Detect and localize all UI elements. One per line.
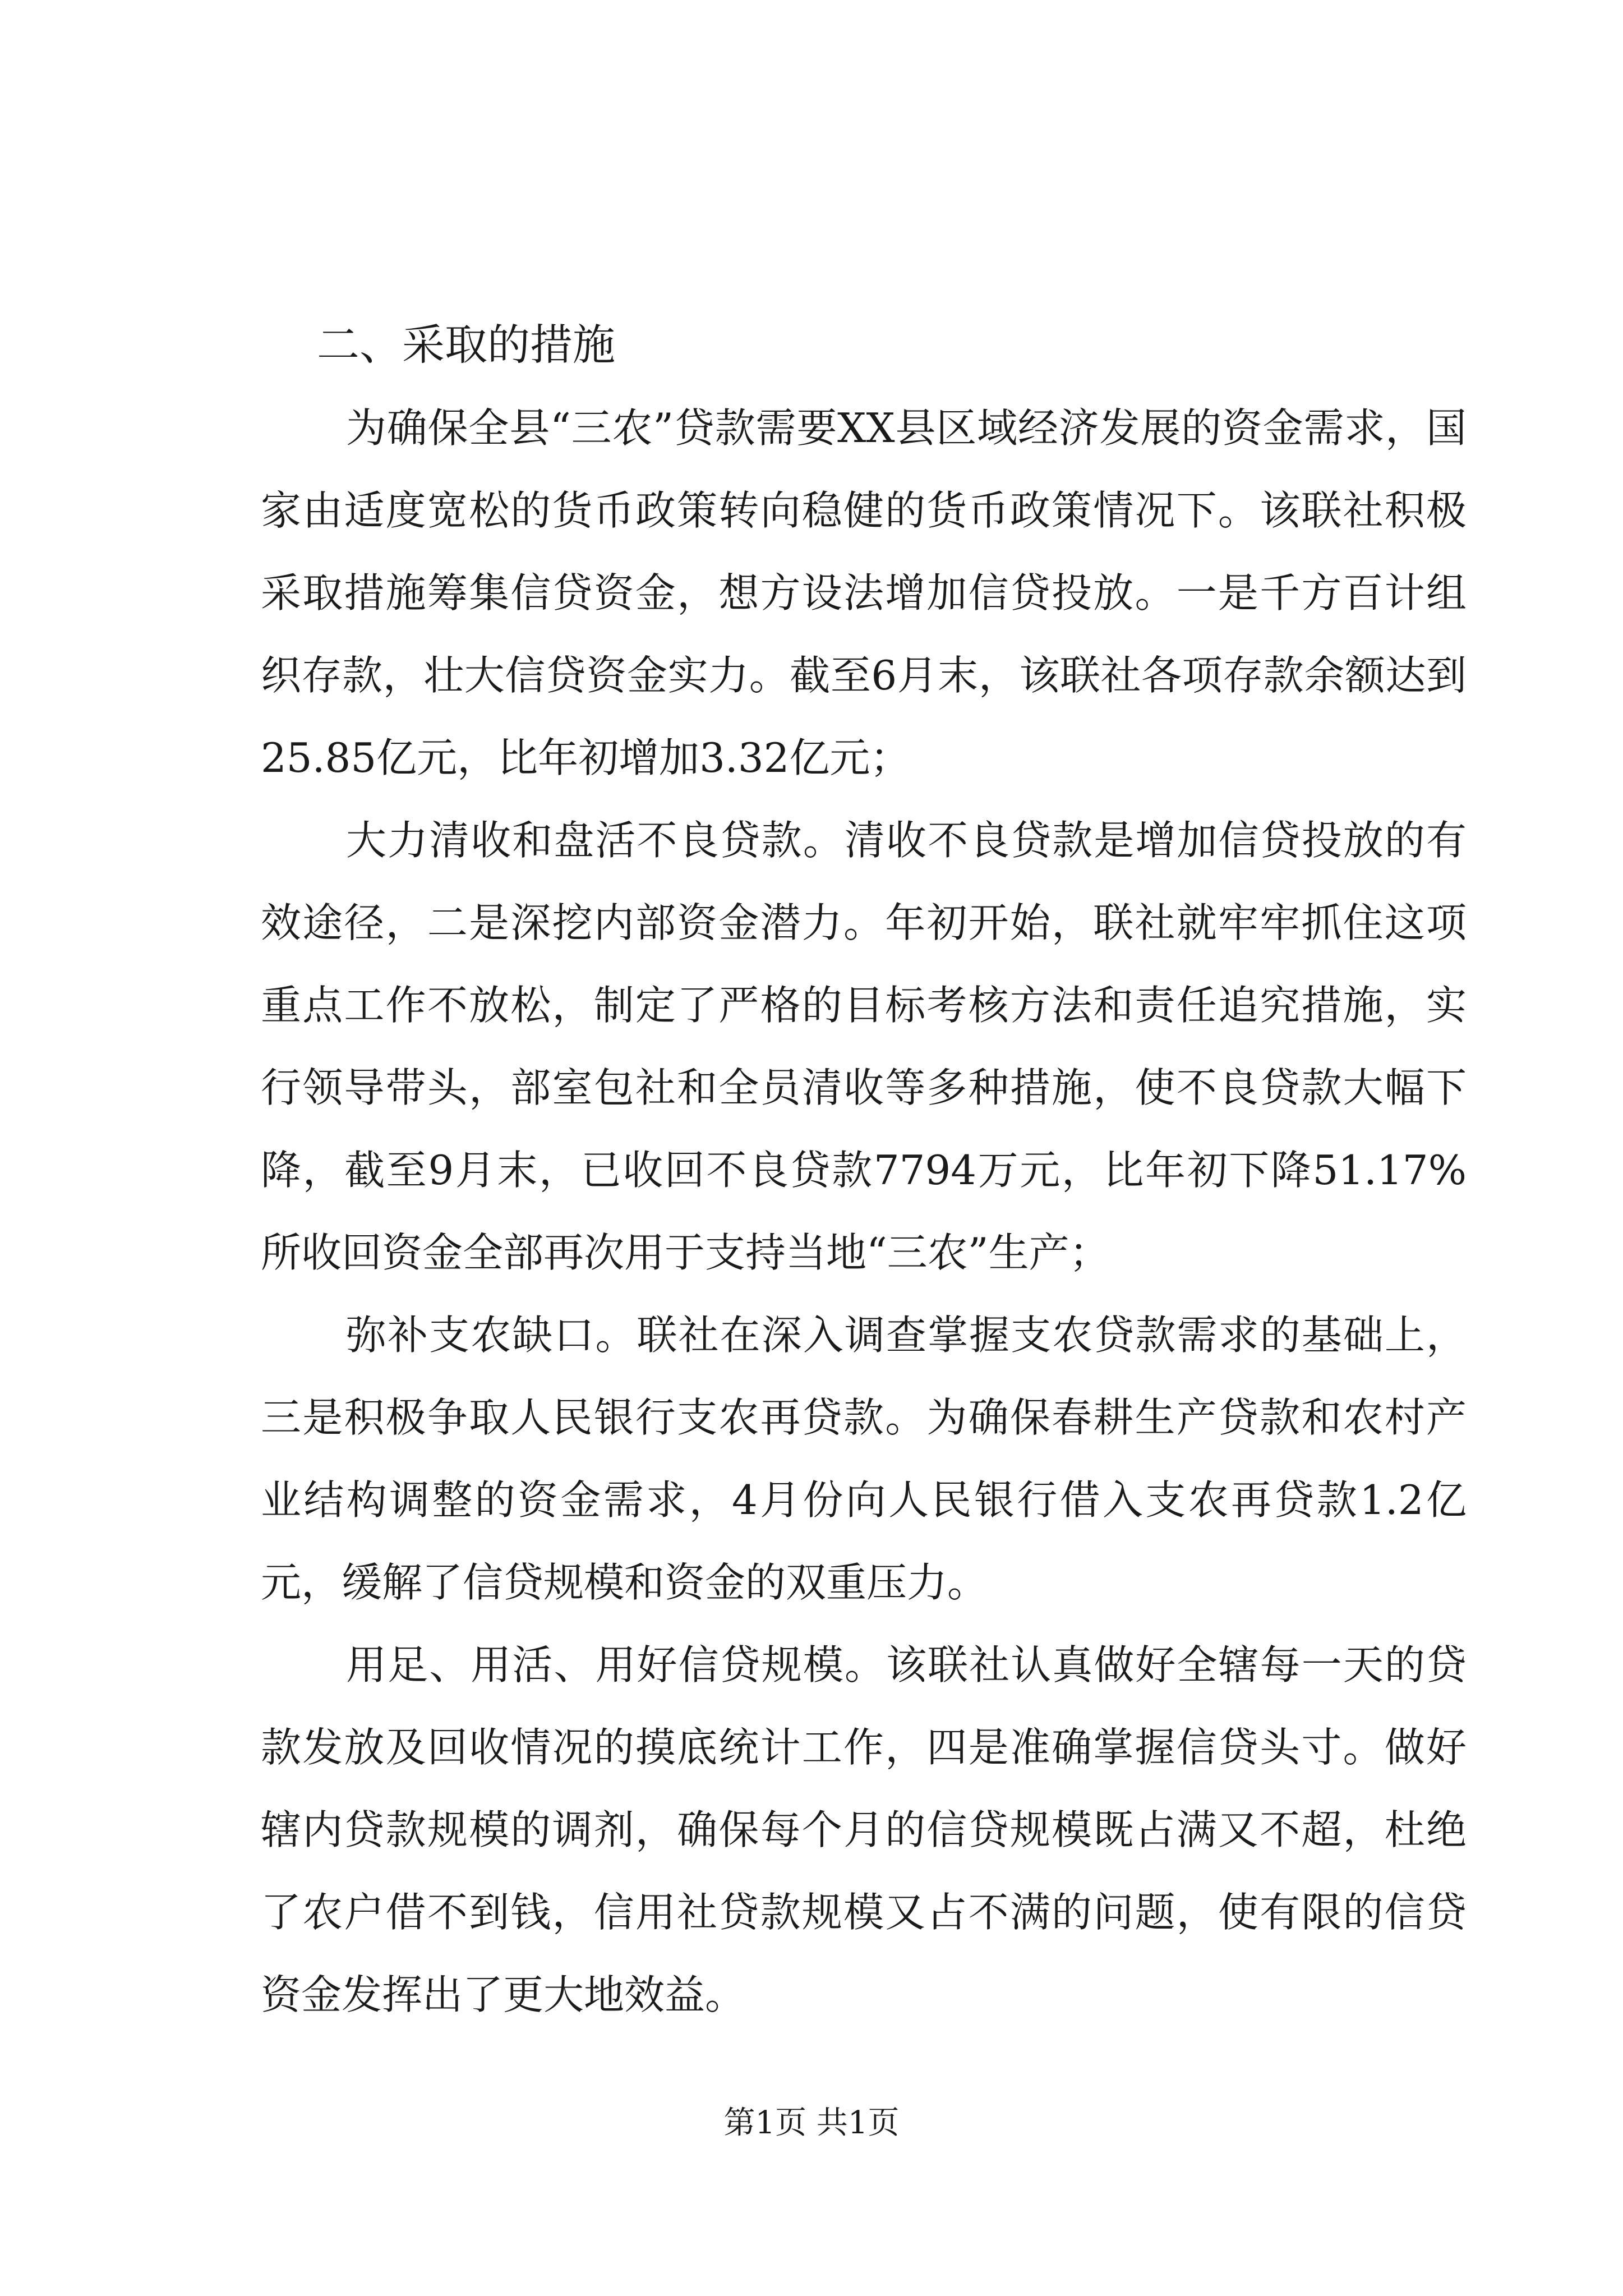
paragraph-2: 大力清收和盘活不良贷款。清收不良贷款是增加信贷投放的有效途径，二是深挖内部资金潜力。年初开始，联社就牢牢抓住这项重点工作不放松，制定了严格的目标考核方法和责任追究措施，实行领导带头，部室包社和全员清收等多种措施，使不良贷款大幅下降，截至9月末，已收回不良贷款7794万元，比年初下降51.17%所收回资金全部再次用于支持当地“三农”生产；: [261, 817, 1467, 1276]
page-number-footer: 第1页 共1页: [723, 2105, 900, 2141]
section-heading: 二、采取的措施: [317, 320, 615, 370]
document-body: [261, 303, 1467, 2036]
paragraph-3: 弥补支农缺口。联社在深入调查掌握支农贷款需求的基础上，三是积极争取人民银行支农再贷款。为确保春耕生产贷款和农村产业结构调整的资金需求，4月份向人民银行借入支农再贷款1.2亿元，缓解了信贷规模和资金的双重压力。: [261, 1312, 1467, 1606]
paragraph-1: 为确保全县“三农”贷款需要XX县区域经济发展的资金需求，国家由适度宽松的货币政策转向稳健的货币政策情况下。该联社积极采取措施筹集信贷资金，想方设法增加信贷投放。一是千方百计组织存款，壮大信贷资金实力。截至6月末，该联社各项存款余额达到25.85亿元，比年初增加3.32亿元；: [261, 404, 1467, 781]
paragraph-4: 用足、用活、用好信贷规模。该联社认真做好全辖每一天的贷款发放及回收情况的摸底统计工作，四是准确掌握信贷头寸。做好辖内贷款规模的调剂，确保每个月的信贷规模既占满又不超，杜绝了农户借不到钱，信用社贷款规模又占不满的问题，使有限的信贷资金发挥出了更大地效益。: [261, 1641, 1467, 2018]
